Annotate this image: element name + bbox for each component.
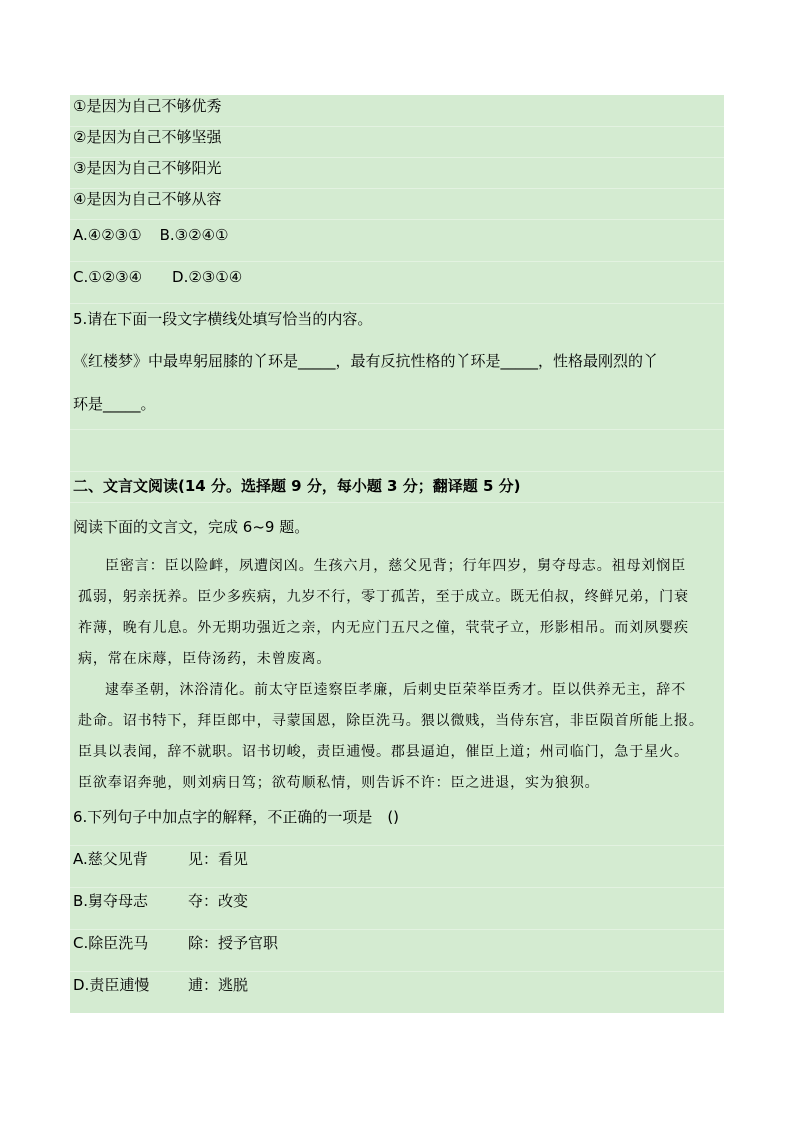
answer-c: C.①②③④ bbox=[73, 268, 143, 286]
section-instruction: 阅读下面的文言文，完成 6~9 题。 bbox=[73, 518, 310, 536]
q6-option-gloss: 逋：逃脱 bbox=[188, 976, 249, 994]
question-5-line: 《红楼梦》中最卑躬屈膝的丫环是_____，最有反抗性格的丫环是_____，性格最刚烈的丫 bbox=[73, 352, 659, 370]
passage-line: 臣密言：臣以险衅，夙遭闵凶。生孩六月，慈父见背；行年四岁，舅夺母志。祖母刘悯臣 bbox=[105, 558, 687, 574]
q6-option-row bbox=[73, 975, 248, 995]
divider bbox=[70, 303, 724, 304]
question-6-stem: 6.下列句子中加点字的解释，不正确的一项是 () bbox=[73, 808, 400, 826]
q6-option-sentence: B.舅夺母志 bbox=[73, 892, 149, 910]
section-heading: 二、文言文阅读(14 分。选择题 9 分，每小题 3 分；翻译题 5 分) bbox=[73, 477, 521, 495]
option-line: ④是因为自己不够从容 bbox=[73, 190, 222, 208]
passage-line: 逮奉圣朝，沐浴清化。前太守臣逵察臣孝廉，后刺史臣荣举臣秀才。臣以供养无主，辞不 bbox=[105, 682, 687, 698]
divider bbox=[70, 971, 724, 972]
q6-option-sentence: D.责臣逋慢 bbox=[73, 976, 150, 994]
passage-line: 臣具以表闻，辞不就职。诏书切峻，责臣逋慢。郡县逼迫，催臣上道；州司临门，急于星火。 bbox=[78, 744, 689, 760]
divider bbox=[70, 845, 724, 846]
divider bbox=[70, 929, 724, 930]
answer-b: B.③②④① bbox=[159, 226, 229, 244]
q6-option-gloss: 除：授予官职 bbox=[188, 934, 279, 952]
option-line: ③是因为自己不够阳光 bbox=[73, 159, 222, 177]
passage-line: 病，常在床蓐，臣侍汤药，未曾废离。 bbox=[78, 651, 332, 667]
answer-row bbox=[73, 225, 228, 245]
passage-line: 赴命。诏书特下，拜臣郎中，寻蒙国恩，除臣洗马。猥以微贱，当侍东宫，非臣陨首所能上报。 bbox=[78, 713, 704, 729]
q6-option-gloss: 夺：改变 bbox=[188, 892, 249, 910]
q6-option-row bbox=[73, 891, 248, 911]
q6-option-row bbox=[73, 933, 278, 953]
option-line: ②是因为自己不够坚强 bbox=[73, 128, 222, 146]
answer-d: D.②③①④ bbox=[172, 268, 243, 286]
q6-option-sentence: A.慈父见背 bbox=[73, 850, 148, 868]
divider bbox=[70, 261, 724, 262]
q6-option-gloss: 见：看见 bbox=[188, 850, 249, 868]
q6-option-sentence: C.除臣洗马 bbox=[73, 934, 149, 952]
passage-line: 祚薄，晚有儿息。外无期功强近之亲，内无应门五尺之僮，茕茕孑立，形影相吊。而刘夙婴疾 bbox=[78, 620, 689, 636]
divider bbox=[70, 219, 724, 220]
divider bbox=[70, 429, 724, 430]
answer-row bbox=[73, 267, 242, 287]
divider bbox=[70, 502, 724, 503]
question-5-line: 环是_____。 bbox=[73, 395, 156, 413]
option-line: ①是因为自己不够优秀 bbox=[73, 97, 222, 115]
passage-line: 孤弱，躬亲抚养。臣少多疾病，九岁不行，零丁孤苦，至于成立。既无伯叔，终鲜兄弟，门衰 bbox=[78, 589, 689, 605]
divider bbox=[70, 887, 724, 888]
answer-a: A.④②③① bbox=[73, 226, 142, 244]
passage-line: 臣欲奉诏奔驰，则刘病日笃；欲苟顺私情，则告诉不许：臣之进退，实为狼狈。 bbox=[78, 775, 600, 791]
question-5-prompt: 5.请在下面一段文字横线处填写恰当的内容。 bbox=[73, 310, 373, 328]
q6-option-row bbox=[73, 849, 248, 869]
divider bbox=[70, 471, 724, 472]
